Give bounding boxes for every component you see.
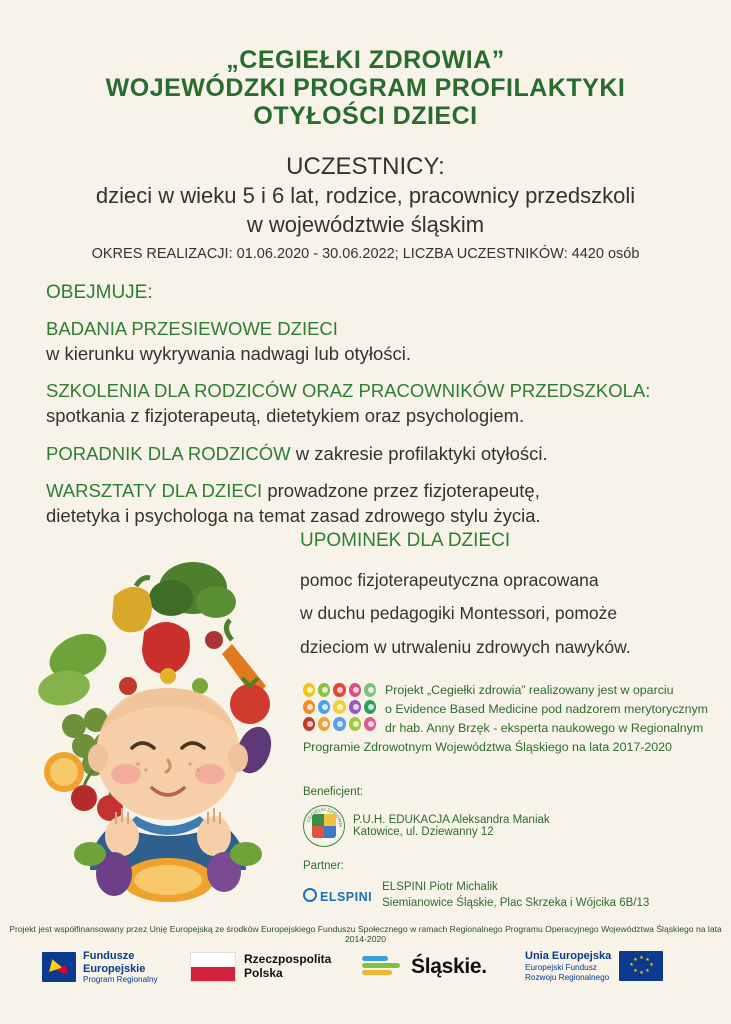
fundusze-line-3: Program Regionalny	[83, 975, 158, 985]
elspini-logo-text: ELSPINI	[320, 889, 373, 904]
gift-block	[300, 530, 700, 664]
gift-title: UPOMINEK DLA DZIECI	[300, 530, 511, 551]
evidence-line-3: dr hab. Anny Brzęk - eksperta naukowego w Regionalnym	[385, 720, 704, 735]
rp-line-1: Rzeczpospolita	[244, 952, 332, 967]
participants-note: OKRES REALIZACJI: 01.06.2020 - 30.06.2022; LICZBA UCZESTNIKÓW: 4420 osób	[91, 246, 640, 263]
fundusze-line-2: Europejskie	[83, 962, 146, 975]
page-title-line-3: OTYŁOŚCI DZIECI	[253, 102, 478, 130]
fundusze-europejskie-icon	[42, 952, 76, 982]
partner-block	[303, 860, 703, 911]
participants-block	[0, 152, 731, 262]
beneficiary-block	[303, 786, 703, 847]
elspini-logo	[303, 888, 372, 904]
evidence-line-1: Projekt „Cegiełki zdrowia” realizowany jest w oparciu	[385, 683, 674, 697]
scope-item-workshops-sub: dietetyka i psychologa na temat zasad zdrowego stylu życia.	[46, 504, 541, 526]
scope-item-screening-sub: w kierunku wykrywania nadwagi lub otyłości.	[46, 342, 412, 364]
beneficiary-address: Katowice, ul. Dziewanny 12	[353, 826, 494, 838]
page-title-line-1: „CEGIEŁKI ZDROWIA”	[226, 46, 505, 74]
logo-rzeczpospolita-polska	[190, 952, 331, 982]
partner-address: Siemianowice Śląskie, Plac Skrzeka i Wójcika 6B/13	[382, 896, 650, 909]
scope-item-workshops	[46, 479, 703, 528]
gift-line-1: pomoc fizjoterapeutyczna opracowana	[300, 570, 599, 590]
rp-line-2: Polska	[244, 966, 283, 980]
ue-line-2: Europejski Fundusz	[525, 963, 597, 973]
page-title-line-2: WOJEWÓDZKI PROGRAM PROFILAKTYKI	[105, 74, 626, 102]
scope-item-workshops-text: prowadzone przez fizjoterapeutę,	[262, 480, 540, 502]
footer-logos	[0, 944, 731, 1014]
decorative-dots-icon	[303, 683, 379, 734]
partner-label: Partner:	[303, 860, 344, 872]
scope-item-training	[46, 379, 703, 428]
evidence-block	[303, 681, 708, 756]
evidence-line-4: Programie Zdrowotnym Województwa Śląskiego na lata 2017-2020	[303, 739, 672, 754]
scope-label: OBEJMUJE:	[46, 282, 153, 304]
gift-line-3: dzieciom w utrwaleniu zdrowych nawyków.	[300, 636, 631, 657]
partner-name: ELSPINI Piotr Michalik	[382, 881, 498, 893]
logo-fundusze-europejskie	[42, 950, 158, 985]
scope-item-guide-title: PORADNIK DLA RODZICÓW	[46, 442, 291, 464]
ue-line-3: Rozwoju Regionalnego	[525, 973, 610, 983]
beneficiary-name: P.U.H. EDUKACJA Aleksandra Maniak	[353, 814, 550, 826]
scope-item-training-sub: spotkania z fizjoterapeutą, dietetykiem oraz psychologiem.	[46, 404, 525, 426]
title-block	[0, 0, 731, 130]
slaskie-text: Śląskie.	[411, 955, 487, 978]
beneficiary-label: Beneficjent:	[303, 786, 364, 798]
evidence-line-2: o Evidence Based Medicine pod nadzorem merytorycznym	[385, 701, 708, 716]
scope-item-training-title: SZKOLENIA DLA RODZICÓW ORAZ PRACOWNIKÓW PRZEDSZKOLA:	[46, 380, 651, 402]
footer-note: Projekt jest współfinansowany przez Unię Europejską ze środków Europejskiego Funduszu Społecznego w ramach Regionalnego Programu Operacyjnego Województwa Śląskiego na lata 2014-2020	[9, 924, 722, 944]
svg-text:CEGIEŁKI ZDROWIA: CEGIEŁKI ZDROWIA	[305, 806, 344, 828]
child-with-vegetable-hair-illustration	[18, 536, 304, 916]
scope-item-screening	[46, 317, 703, 366]
scope-block	[0, 282, 731, 528]
eu-flag-icon: ★ ★ ★ ★ ★ ★ ★ ★	[619, 951, 663, 981]
logo-slaskie	[362, 954, 487, 980]
beneficiary-seal-icon	[303, 805, 345, 847]
polish-flag-icon	[190, 952, 236, 982]
gift-line-2: w duchu pedagogiki Montessori, pomoże	[300, 603, 618, 624]
ue-line-1: Unia Europejska	[525, 950, 612, 962]
logo-unia-europejska	[525, 950, 663, 983]
scope-item-guide	[46, 442, 703, 467]
scope-item-guide-text: w zakresie profilaktyki otyłości.	[290, 442, 548, 464]
seal-ring-text	[304, 806, 344, 846]
participants-heading: UCZESTNICY:	[286, 153, 445, 180]
scope-item-screening-title: BADANIA PRZESIEWOWE DZIECI	[46, 318, 338, 340]
participants-line-1: dzieci w wieku 5 i 6 lat, rodzice, pracownicy przedszkoli	[95, 183, 636, 208]
fundusze-line-1: Fundusze	[83, 950, 135, 962]
participants-line-2: w województwie śląskim	[246, 211, 485, 237]
scope-item-workshops-title: WARSZTATY DLA DZIECI	[46, 480, 263, 502]
slaskie-mark-icon	[362, 954, 402, 980]
